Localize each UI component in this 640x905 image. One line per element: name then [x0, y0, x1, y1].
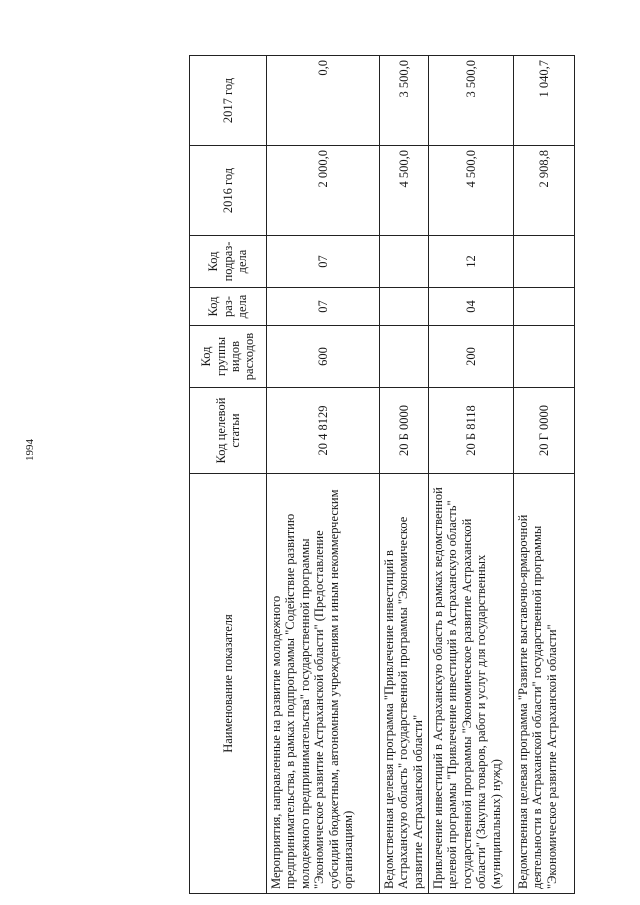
cell-expense-group-code: 600	[267, 326, 380, 388]
cell-year-2017: 3 500,0	[380, 56, 429, 146]
cell-year-2017: 0,0	[267, 56, 380, 146]
cell-target-code: 20 4 8129	[267, 388, 380, 474]
cell-year-2016: 4 500,0	[380, 146, 429, 236]
budget-table-wrapper	[189, 56, 559, 894]
header-expense-group-code: Код группы видов расходов	[190, 326, 267, 388]
header-year-2017: 2017 год	[190, 56, 267, 146]
cell-name: Ведомственная целевая программа "Привлечение инвестиций в Астраханскую область" государственной программы "Экономическое развитие Астраханской области"	[380, 474, 429, 894]
header-section-code: Код раз-дела	[190, 288, 267, 326]
cell-year-2016: 2 000,0	[267, 146, 380, 236]
table-header-row	[190, 56, 267, 894]
cell-section-code: 07	[267, 288, 380, 326]
cell-target-code: 20 Б 0000	[380, 388, 429, 474]
cell-target-code: 20 Г 0000	[514, 388, 575, 474]
cell-subsection-code: 07	[267, 236, 380, 288]
cell-section-code: 04	[429, 288, 514, 326]
cell-expense-group-code	[514, 326, 575, 388]
cell-name: Привлечение инвестиций в Астраханскую область в рамках ведомственной целевой программы "Привлечение инвестиций в Астраханскую область" государственной программы "Экономическое развитие Астраханской области" (Закупка товаров, работ и услуг для государственных (муниципальных) нужд)	[429, 474, 514, 894]
cell-expense-group-code: 200	[429, 326, 514, 388]
table-row	[429, 56, 514, 894]
cell-target-code: 20 Б 8118	[429, 388, 514, 474]
header-name: Наименование показателя	[190, 474, 267, 894]
header-target-code: Код целевой статьи	[190, 388, 267, 474]
header-year-2016: 2016 год	[190, 146, 267, 236]
cell-year-2016: 4 500,0	[429, 146, 514, 236]
cell-subsection-code: 12	[429, 236, 514, 288]
cell-section-code	[380, 288, 429, 326]
cell-expense-group-code	[380, 326, 429, 388]
cell-name: Мероприятия, направленные на развитие молодежного предпринимательства, в рамках подпрограммы "Содействие развитию молодежного предпринимательства" государственной программы "Экономическое развитие Астраханской области" (Предоставление субсидий бюджетным, автономным учреждениям и иным некоммерческим организациям)	[267, 474, 380, 894]
table-row	[267, 56, 380, 894]
cell-year-2017: 1 040,7	[514, 56, 575, 146]
table-row	[514, 56, 575, 894]
cell-year-2017: 3 500,0	[429, 56, 514, 146]
budget-table	[189, 55, 575, 894]
cell-subsection-code	[514, 236, 575, 288]
cell-section-code	[514, 288, 575, 326]
cell-name: Ведомственная целевая программа "Развитие выставочно-ярмарочной деятельности в Астраханской области" государственной программы "Экономическое развитие Астраханской области"	[514, 474, 575, 894]
table-row	[380, 56, 429, 894]
cell-year-2016: 2 908,8	[514, 146, 575, 236]
page-number: 1994	[24, 439, 36, 461]
cell-subsection-code	[380, 236, 429, 288]
header-subsection-code: Код подраз-дела	[190, 236, 267, 288]
